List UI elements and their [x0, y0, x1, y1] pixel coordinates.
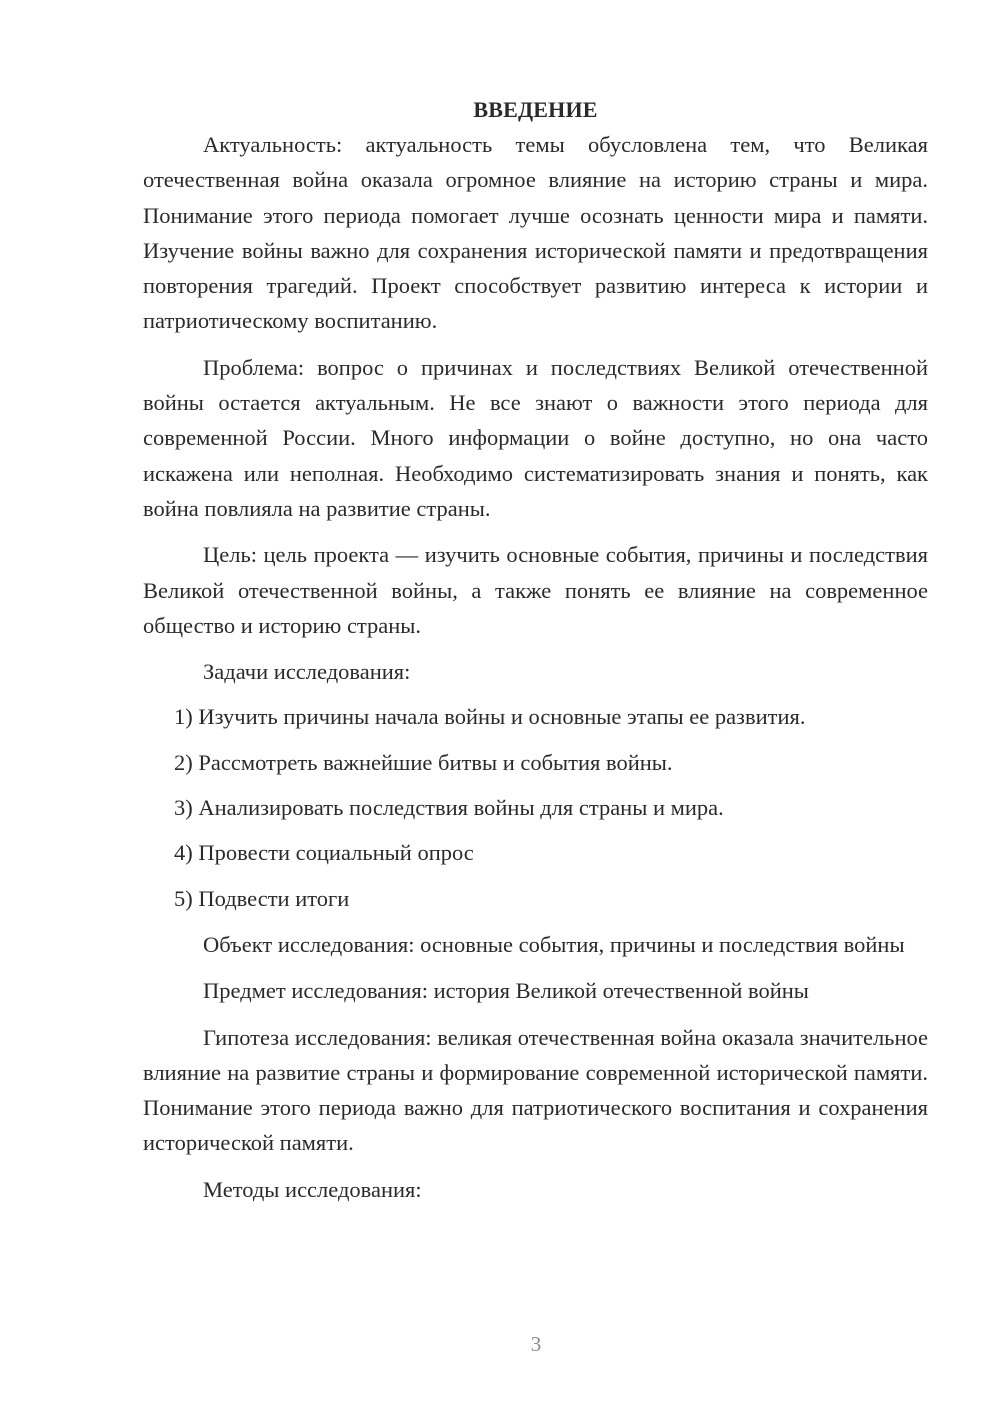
page-number: 3 — [530, 1332, 542, 1356]
task-item: 4) Провести социальный опрос — [174, 840, 474, 866]
methods-heading: Методы исследования: — [203, 1176, 422, 1202]
relevance-paragraph: Актуальность: актуальность темы обусловлена тем, что Великая отечественная война оказала огромное влияние на историю страны и мира. Понимание этого периода помогает лучше осознать ценности мира и памяти. Изучение войны важно для сохранения исторической памяти и предотвращения повторения трагедий. Проект способствует развитию интереса к истории и патриотическому воспитанию. — [143, 132, 928, 334]
task-item: 2) Рассмотреть важнейшие битвы и события войны. — [174, 749, 673, 775]
section-title: ВВЕДЕНИЕ — [473, 97, 598, 122]
task-item: 5) Подвести итоги — [174, 885, 350, 911]
document-page — [143, 92, 928, 1207]
task-item: 1) Изучить причины начала войны и основные этапы ее развития. — [174, 704, 806, 730]
subject-paragraph: Предмет исследования: история Великой отечественной войны — [203, 978, 809, 1004]
hypothesis-paragraph: Гипотеза исследования: великая отечественная война оказала значительное влияние на развитие страны и формирование современной исторической памяти. Понимание этого периода важно для патриотического воспитания и сохранения исторической памяти. — [143, 1024, 928, 1156]
tasks-heading: Задачи исследования: — [203, 659, 411, 685]
goal-paragraph: Цель: цель проекта — изучить основные события, причины и последствия Великой отечественной войны, а также понять ее влияние на современное общество и историю страны. — [143, 542, 928, 638]
problem-paragraph: Проблема: вопрос о причинах и последствиях Великой отечественной войны остается актуальным. Не все знают о важности этого периода для современной России. Много информации о войне доступно, но она часто искажена или неполная. Необходимо систематизировать знания и понять, как война повлияла на развитие страны. — [143, 354, 928, 521]
object-paragraph: Объект исследования: основные события, причины и последствия войны — [203, 931, 905, 957]
task-item: 3) Анализировать последствия войны для страны и мира. — [174, 795, 724, 821]
